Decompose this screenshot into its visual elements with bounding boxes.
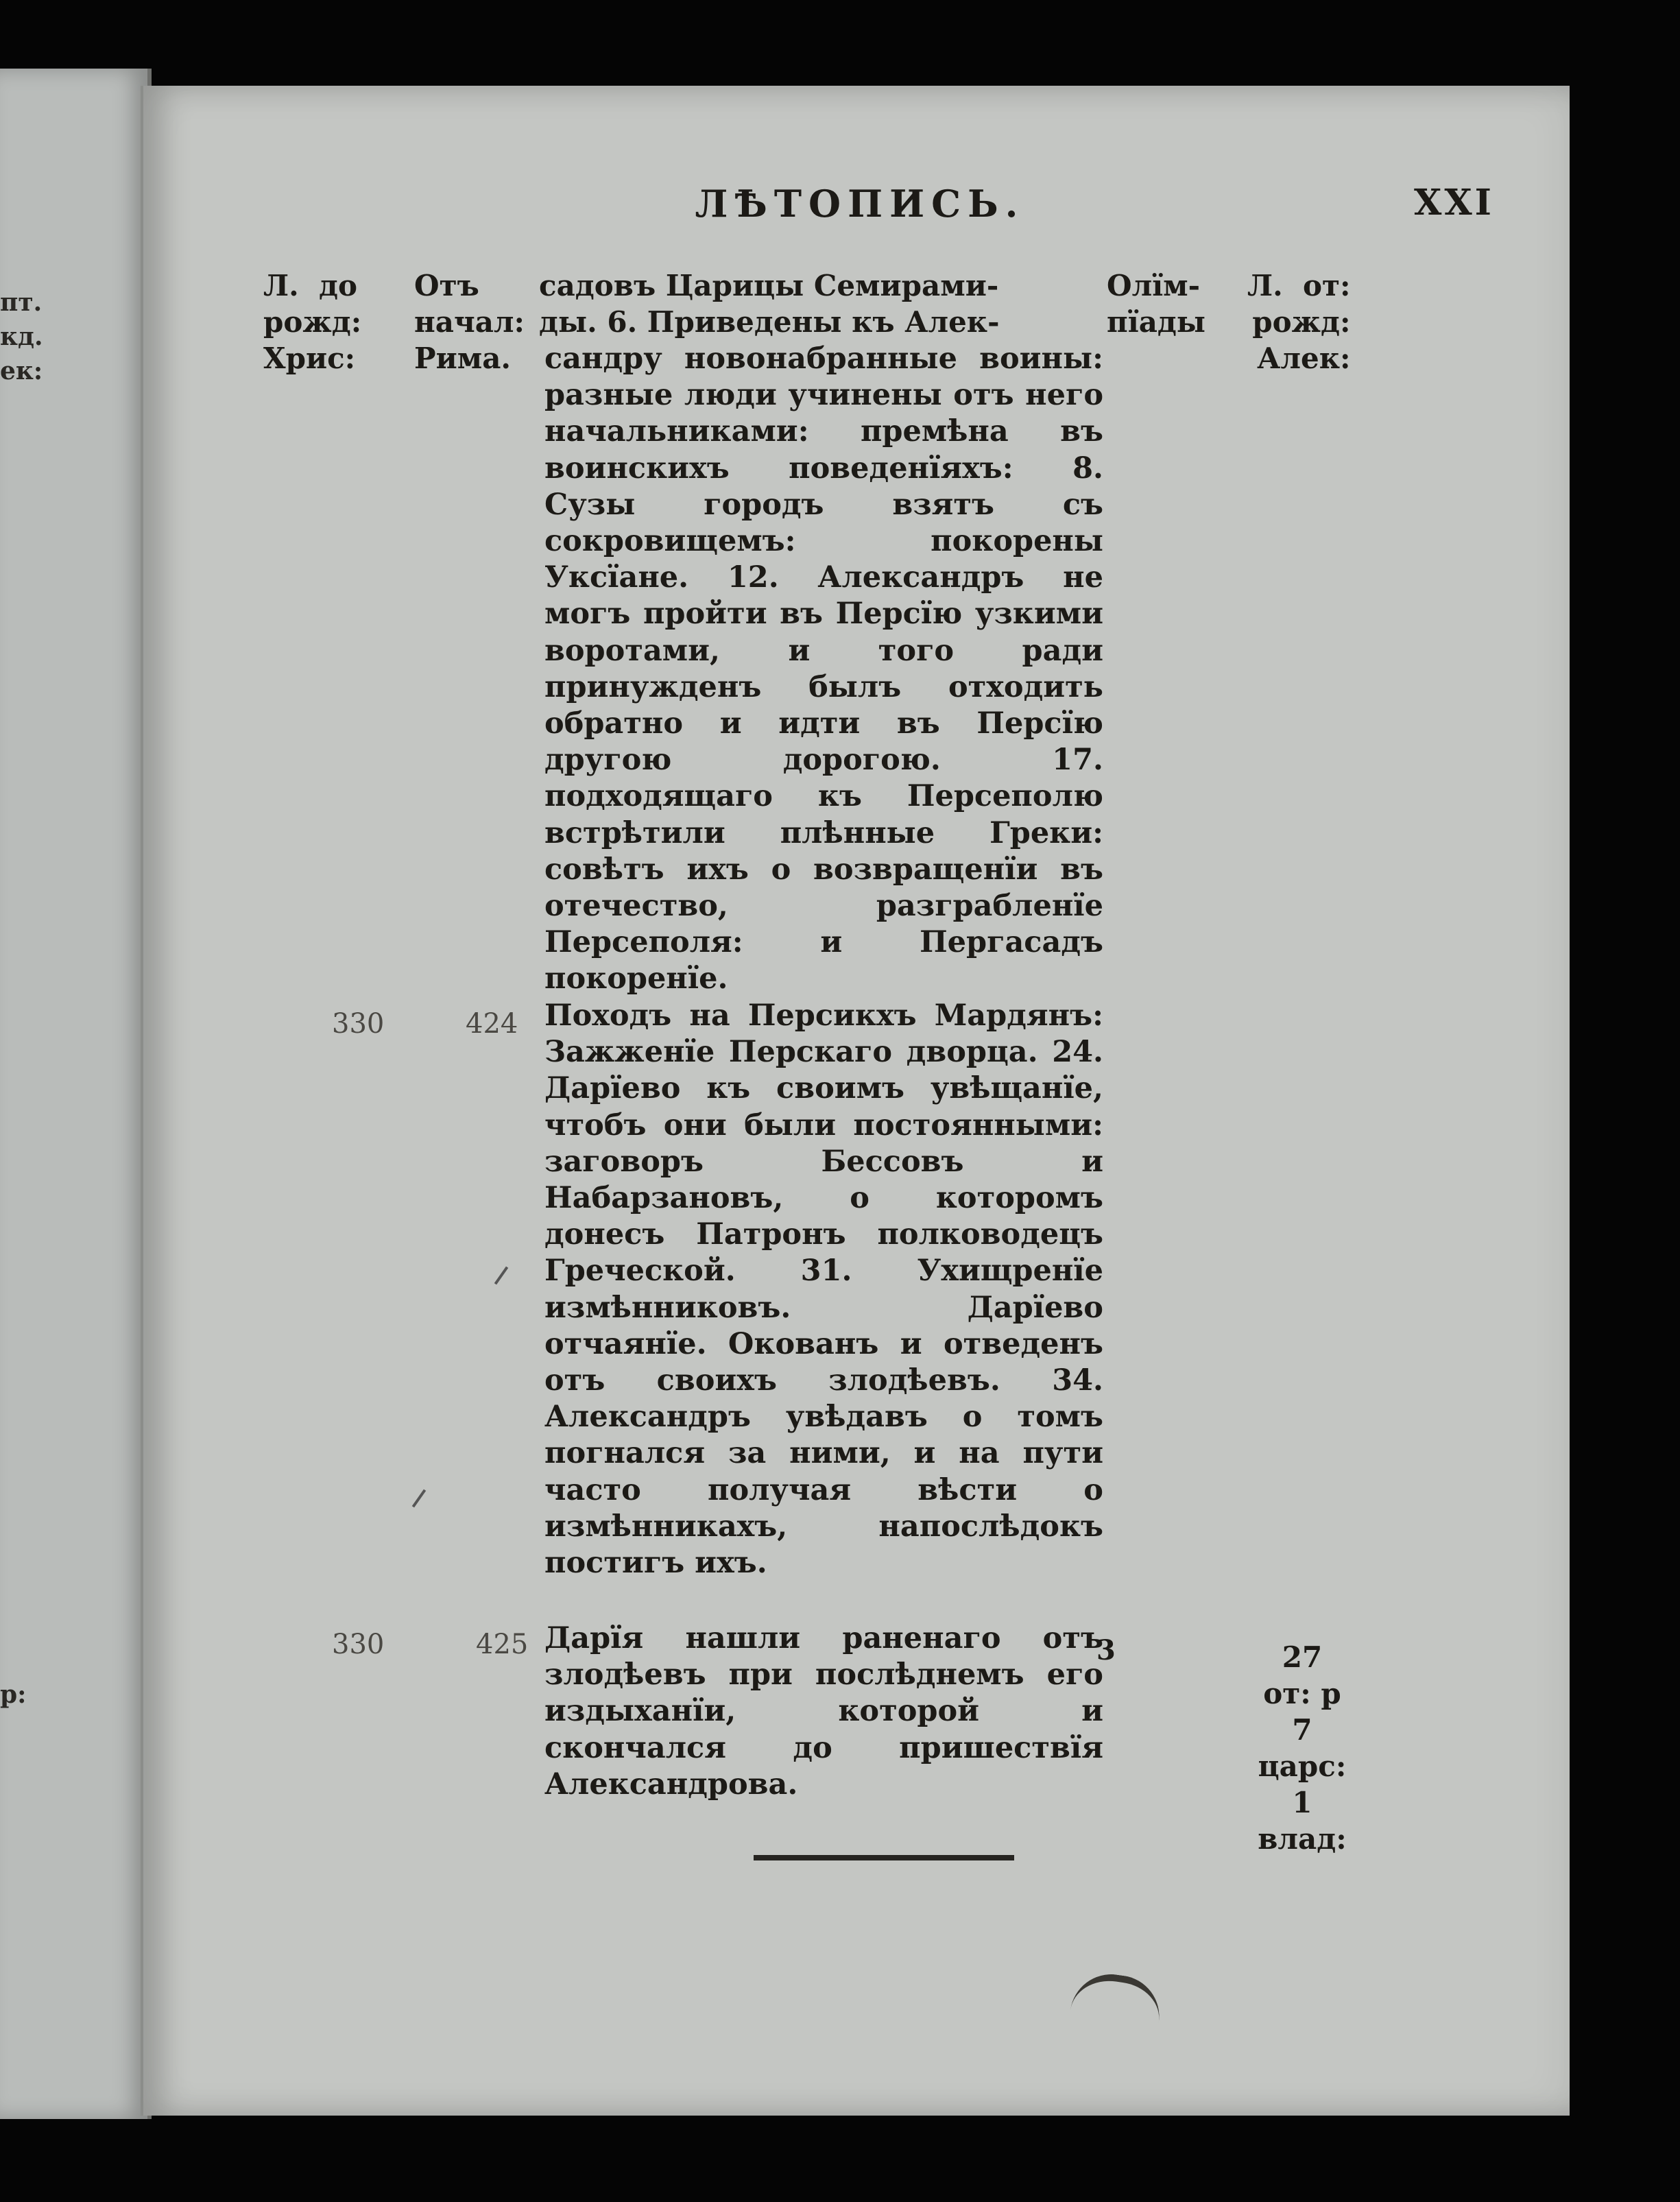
chronicle-entry: Походъ на Персикхъ Мардянъ: Зажженїе Перскаго дворца. 24. Дарїево къ своимъ увѣщанїе, чтобъ они были постоянными: заговоръ Бессовъ и Набарзановъ, о которомъ донесъ Патронъ полководецъ Греческой. 31. Ухищренїе измѣнниковъ. Дарїево отчаянїе. Окованъ и отведенъ отъ своихъ злодѣевъ. 34. Александръ увѣдавъ о томъ погнался за ними, и на пути часто получая вѣсти о измѣнникахъ, напослѣдокъ постигъ ихъ. xyxy=(544,998,1103,1581)
left-page-fragment: кд. xyxy=(0,322,43,351)
left-page-fragment: пт. xyxy=(0,288,43,317)
chronicle-paragraph: сандру новонабранные воины: разные люди учинены отъ него начальниками: премѣна въ воинскихъ поведенїяхъ: 8. Сузы городъ взятъ съ сокровищемъ: покорены Уксїане. 12. Александръ не могъ пройти въ Персїю узкими воротами, и того ради принужденъ былъ отходить обратно и идти въ Персїю другою дорогою. 17. подходящаго къ Персеполю встрѣтили плѣнные Греки: совѣтъ ихъ о возвращенїи въ отечество, разграбленїе Персеполя: и Пергасадъ покоренїе. xyxy=(544,342,1103,996)
left-page-fragment: ек: xyxy=(0,357,43,385)
column-header-rome-year: Отъ начал: Рима. xyxy=(414,269,525,375)
entry-year-rome: 425 xyxy=(476,1629,529,1660)
ink-stain xyxy=(1070,1969,1164,2029)
entry-year-rome: 424 xyxy=(466,1008,518,1040)
entry-olympiad: 3 xyxy=(1096,1634,1116,1666)
reign-note xyxy=(1244,1639,1360,1857)
entry-year-bc: 330 xyxy=(332,1008,385,1040)
left-page-edge xyxy=(0,69,152,2119)
entry-year-bc: 330 xyxy=(332,1629,385,1660)
reign-note-line: царс: 1 xyxy=(1258,1749,1347,1819)
reign-note-line: 27 xyxy=(1282,1640,1323,1674)
chronicle-text xyxy=(544,341,1103,998)
closing-rule xyxy=(754,1855,1014,1860)
chronicle-entry: Дарїя нашли раненаго отъ злодѣевъ при послѣднемъ его издыханїи, которой и скончался до пришествїя Александрова. xyxy=(544,1621,1103,1802)
column-header-alex-year: Л. от: рожд: Алек: xyxy=(1247,269,1351,375)
page-number: XXI xyxy=(1413,182,1494,224)
reign-note-line: 7 xyxy=(1292,1713,1312,1747)
pencil-mark xyxy=(494,1267,508,1285)
column-header-bc-year: Л. до рожд: Хрис: xyxy=(263,269,362,375)
running-title: ЛѢТОПИСЬ. xyxy=(695,182,1025,226)
left-page-fragment: р: xyxy=(0,1680,27,1709)
pencil-mark xyxy=(412,1489,426,1508)
column-header-olympiad: Олїм- пїады xyxy=(1107,269,1206,339)
reign-note-line: от: р xyxy=(1263,1677,1341,1710)
book-page xyxy=(141,86,1570,2116)
reign-note-line: влад: xyxy=(1258,1822,1347,1856)
text-opening-lines: садовъ Царицы Семирами- ды. 6. Приведены къ Алек- xyxy=(539,269,1000,339)
